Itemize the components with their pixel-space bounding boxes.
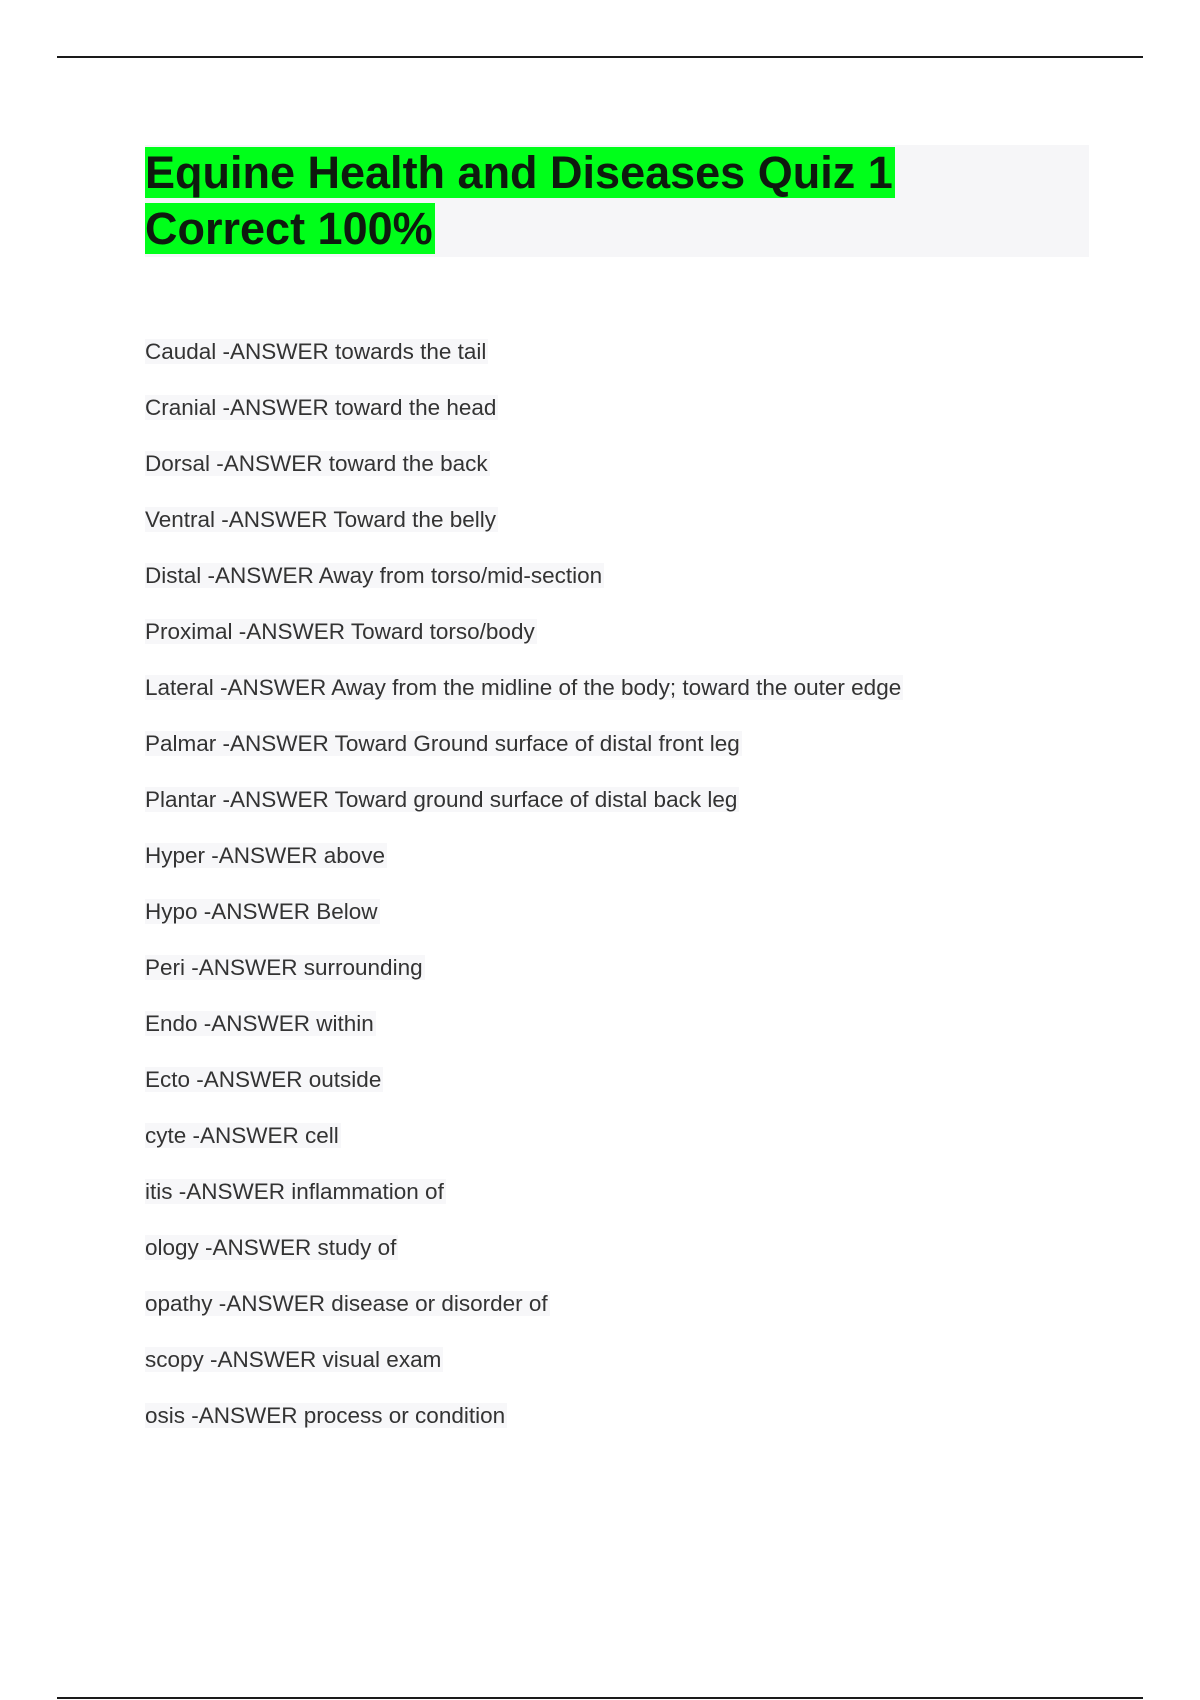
list-item-text: osis -ANSWER process or condition <box>145 1403 506 1428</box>
list-item-text: Proximal -ANSWER Toward torso/body <box>145 619 535 644</box>
list-item-text: ology -ANSWER study of <box>145 1235 397 1260</box>
list-item-text: Plantar -ANSWER Toward ground surface of distal back leg <box>145 787 738 812</box>
list-item-text: Ventral -ANSWER Toward the belly <box>145 507 496 532</box>
list-item-text: Palmar -ANSWER Toward Ground surface of distal front leg <box>145 731 740 756</box>
list-item <box>145 1231 903 1287</box>
list-item-text: Lateral -ANSWER Away from the midline of the body; toward the outer edge <box>145 675 902 700</box>
title-block <box>145 145 1089 257</box>
list-item <box>145 1119 903 1175</box>
list-item-text: Distal -ANSWER Away from torso/mid-section <box>145 563 603 588</box>
list-item <box>145 1287 903 1343</box>
list-item-text: opathy -ANSWER disease or disorder of <box>145 1291 548 1316</box>
list-item-text: cyte -ANSWER cell <box>145 1123 339 1148</box>
header-rule <box>57 56 1143 58</box>
list-item <box>145 951 903 1007</box>
page-title <box>145 145 985 257</box>
list-item <box>145 615 903 671</box>
list-item <box>145 559 903 615</box>
list-item <box>145 1175 903 1231</box>
list-item-text: Ecto -ANSWER outside <box>145 1067 382 1092</box>
list-item <box>145 1343 903 1399</box>
list-item-text: scopy -ANSWER visual exam <box>145 1347 442 1372</box>
list-item <box>145 671 903 727</box>
list-item-text: Hypo -ANSWER Below <box>145 899 378 924</box>
list-item-text: Cranial -ANSWER toward the head <box>145 395 497 420</box>
list-item-text: Peri -ANSWER surrounding <box>145 955 423 980</box>
list-item-text: Endo -ANSWER within <box>145 1011 374 1036</box>
list-item <box>145 335 903 391</box>
list-item <box>145 447 903 503</box>
list-item-text: Caudal -ANSWER towards the tail <box>145 339 487 364</box>
list-item <box>145 727 903 783</box>
list-item-text: itis -ANSWER inflammation of <box>145 1179 444 1204</box>
qa-list <box>145 335 903 1455</box>
list-item <box>145 1063 903 1119</box>
list-item <box>145 1399 903 1455</box>
list-item <box>145 503 903 559</box>
list-item-text: Dorsal -ANSWER toward the back <box>145 451 488 476</box>
list-item <box>145 839 903 895</box>
page-title-text: Equine Health and Diseases Quiz 1 Correct 100% <box>145 147 893 254</box>
footer-rule <box>57 1697 1143 1699</box>
list-item <box>145 391 903 447</box>
list-item <box>145 783 903 839</box>
list-item <box>145 895 903 951</box>
list-item-text: Hyper -ANSWER above <box>145 843 386 868</box>
list-item <box>145 1007 903 1063</box>
